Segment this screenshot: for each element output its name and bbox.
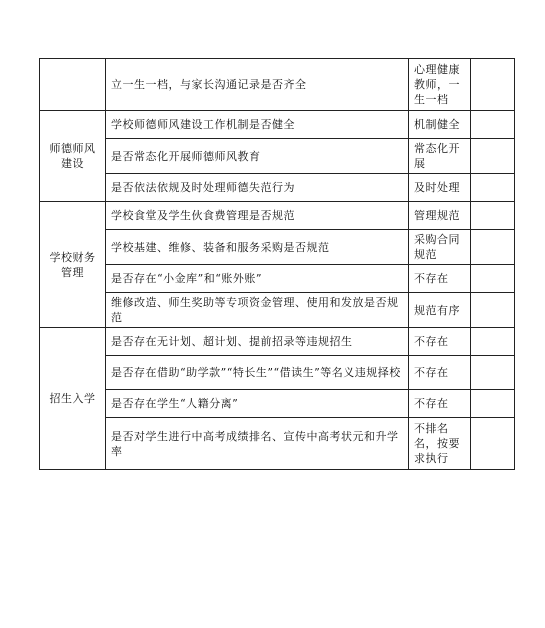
check-item: 是否存在借助“助学款”“特长生”“借读生”等名义违规择校 bbox=[106, 356, 409, 390]
score-cell bbox=[471, 59, 515, 111]
category-cell: 招生入学 bbox=[40, 328, 106, 470]
table-row bbox=[40, 356, 515, 390]
category-cell: 师德师风建设 bbox=[40, 111, 106, 202]
category-cell: 学校财务管理 bbox=[40, 202, 106, 328]
standard-cell: 及时处理 bbox=[409, 174, 471, 202]
check-item: 学校基建、维修、装备和服务采购是否规范 bbox=[106, 230, 409, 265]
score-cell bbox=[471, 293, 515, 328]
check-item: 是否对学生进行中高考成绩排名、宣传中高考状元和升学率 bbox=[106, 418, 409, 470]
check-item: 是否依法依规及时处理师德失范行为 bbox=[106, 174, 409, 202]
table-row bbox=[40, 390, 515, 418]
score-cell bbox=[471, 111, 515, 139]
score-cell bbox=[471, 356, 515, 390]
check-item: 是否存在无计划、超计划、提前招录等违规招生 bbox=[106, 328, 409, 356]
score-cell bbox=[471, 202, 515, 230]
standard-cell: 采购合同规范 bbox=[409, 230, 471, 265]
standard-cell: 管理规范 bbox=[409, 202, 471, 230]
check-item: 维修改造、师生奖助等专项资金管理、使用和发放是否规范 bbox=[106, 293, 409, 328]
table-row bbox=[40, 293, 515, 328]
check-item: 立一生一档，与家长沟通记录是否齐全 bbox=[106, 59, 409, 111]
score-cell bbox=[471, 230, 515, 265]
score-cell bbox=[471, 174, 515, 202]
table-row bbox=[40, 202, 515, 230]
check-item: 学校食堂及学生伙食费管理是否规范 bbox=[106, 202, 409, 230]
standard-cell: 规范有序 bbox=[409, 293, 471, 328]
standard-cell: 心理健康教师，一生一档 bbox=[409, 59, 471, 111]
table-row bbox=[40, 139, 515, 174]
check-item: 是否存在“小金库”和“账外账” bbox=[106, 265, 409, 293]
table-row bbox=[40, 59, 515, 111]
score-cell bbox=[471, 328, 515, 356]
standard-cell: 机制健全 bbox=[409, 111, 471, 139]
score-cell bbox=[471, 265, 515, 293]
inspection-table bbox=[39, 58, 515, 470]
standard-cell: 不存在 bbox=[409, 328, 471, 356]
table-row bbox=[40, 328, 515, 356]
score-cell bbox=[471, 139, 515, 174]
table-row bbox=[40, 174, 515, 202]
table-row bbox=[40, 111, 515, 139]
score-cell bbox=[471, 418, 515, 470]
table-row bbox=[40, 230, 515, 265]
standard-cell: 常态化开展 bbox=[409, 139, 471, 174]
score-cell bbox=[471, 390, 515, 418]
standard-cell: 不排名名，按要求执行 bbox=[409, 418, 471, 470]
table-row bbox=[40, 265, 515, 293]
standard-cell: 不存在 bbox=[409, 265, 471, 293]
category-cell bbox=[40, 59, 106, 111]
check-item: 是否存在学生“人籍分离” bbox=[106, 390, 409, 418]
standard-cell: 不存在 bbox=[409, 390, 471, 418]
table-row bbox=[40, 418, 515, 470]
check-item: 学校师德师风建设工作机制是否健全 bbox=[106, 111, 409, 139]
check-item: 是否常态化开展师德师风教育 bbox=[106, 139, 409, 174]
standard-cell: 不存在 bbox=[409, 356, 471, 390]
